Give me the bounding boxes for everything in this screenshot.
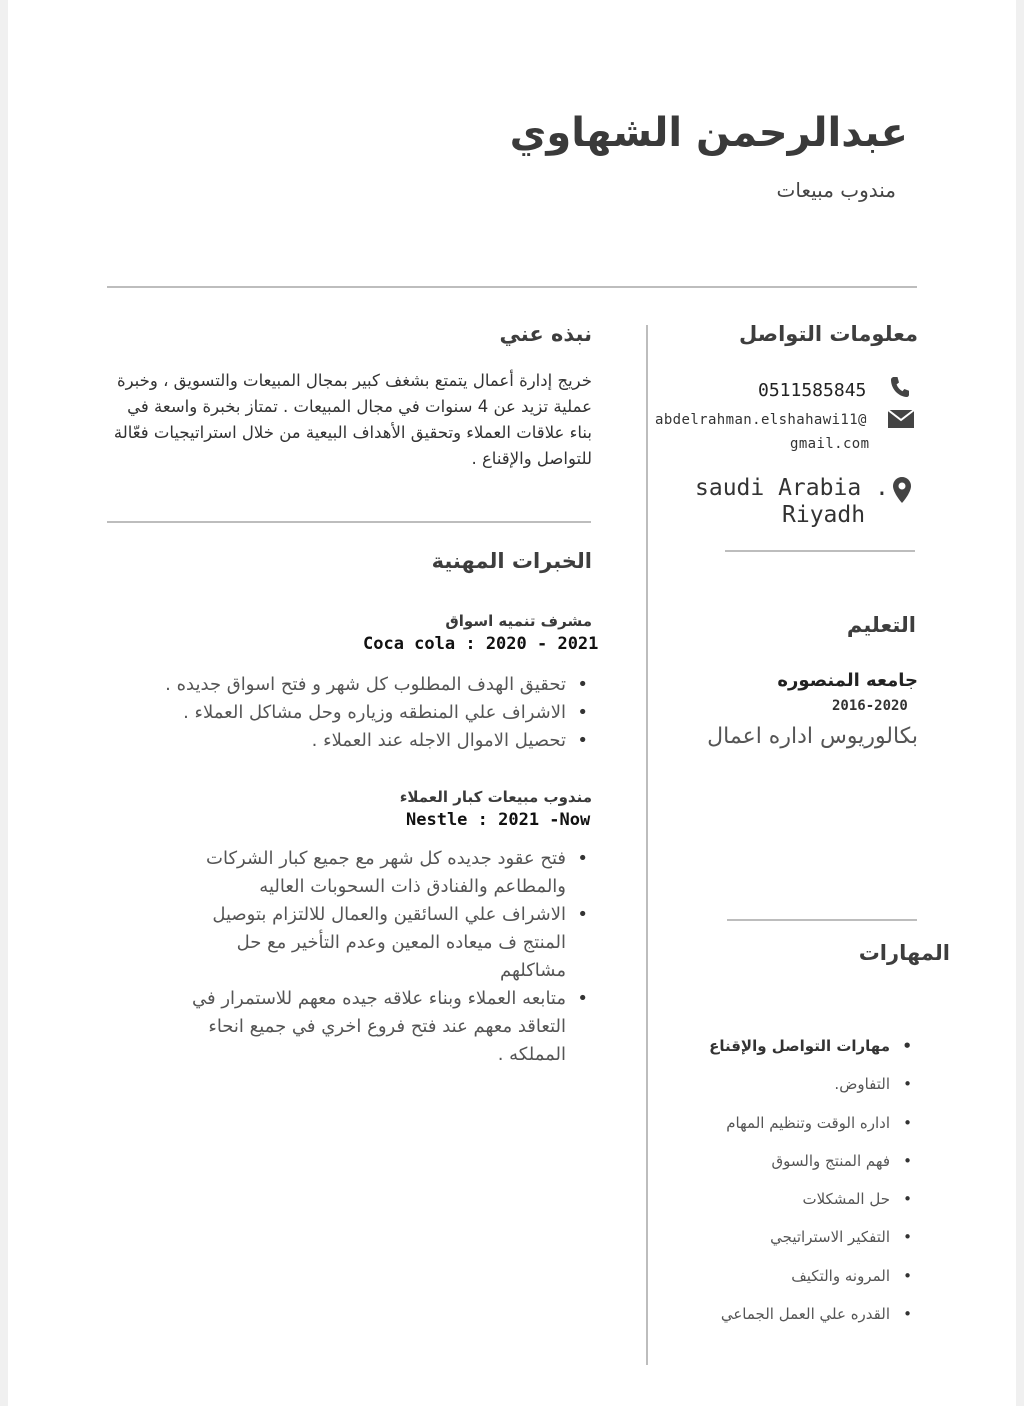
job-title: مندوب مبيعات xyxy=(776,178,896,202)
education-heading: التعليم xyxy=(846,613,916,637)
education-years: 2016-2020 xyxy=(832,698,908,714)
skill-item: • مهارات التواصل والإقناع xyxy=(616,1036,916,1056)
resume-page xyxy=(8,0,1016,1406)
contact-divider xyxy=(725,550,915,552)
skill-item: • حل المشكلات xyxy=(616,1189,916,1209)
university-name: جامعه المنصوره xyxy=(777,670,918,691)
email-line-2: gmail.com xyxy=(790,436,870,452)
skill-item: • المرونه والتكيف xyxy=(616,1266,916,1286)
skill-item: • القدره علي العمل الجماعي xyxy=(616,1304,916,1324)
skill-item: • التفكير الاستراتيجي xyxy=(616,1227,916,1247)
mail-icon xyxy=(886,408,916,430)
phone-icon xyxy=(888,374,912,400)
duty-item: • الاشراف علي السائقين والعمال للالتزام بتوصيل المنتج ف ميعاده المعين وعدم التأخير مع حل مشاكلهم xyxy=(172,901,592,985)
job-1-duties xyxy=(112,671,592,755)
skill-item: • اداره الوقت وتنظيم المهام xyxy=(616,1113,916,1133)
job-1-company: Coca cola : 2020 - 2021 xyxy=(363,634,599,654)
job-1-title: مشرف تنميه اسواق xyxy=(445,612,592,630)
email-line-1: abdelrahman.elshahawi11@ xyxy=(655,412,867,428)
duty-item: • فتح عقود جديده كل شهر مع جميع كبار الشركات والمطاعم والفنادق ذات السحوبات العاليه xyxy=(172,845,592,901)
contact-heading: معلومات التواصل xyxy=(739,322,918,346)
phone-number: 0511585845 xyxy=(758,380,867,401)
duty-item: • الاشراف علي المنطقه وزياره وحل مشاكل العملاء . xyxy=(112,699,592,727)
experience-heading: الخبرات المهنية xyxy=(431,549,592,573)
education-divider xyxy=(727,919,917,921)
degree: بكالوريوس اداره اعمال xyxy=(707,724,918,749)
location-pin-icon xyxy=(890,475,914,505)
person-name: عبدالرحمن الشهاوي xyxy=(509,110,908,156)
skill-item: • فهم المنتج والسوق xyxy=(616,1151,916,1171)
skill-item: • التفاوض. xyxy=(616,1074,916,1094)
duty-item: • متابعه العملاء وبناء علاقه جيده معهم للاستمرار في التعاقد معهم عند فتح فروع اخري في جميع انحاء المملكه . xyxy=(172,985,592,1069)
header-divider xyxy=(107,286,917,288)
duty-item: • تحصيل الاموال الاجله عند العملاء . xyxy=(112,727,592,755)
skills-list xyxy=(616,1036,916,1342)
about-heading: نبذه عني xyxy=(499,322,592,346)
duty-item: • تحقيق الهدف المطلوب كل شهر و فتح اسواق جديده . xyxy=(112,671,592,699)
skills-heading: المهارات xyxy=(858,941,950,965)
job-2-title: مندوب مبيعات كبار العملاء xyxy=(399,788,592,806)
job-2-company: Nestle : 2021 -Now xyxy=(406,810,591,830)
about-divider xyxy=(107,521,591,523)
location-line-1: saudi Arabia . xyxy=(695,475,889,501)
location-line-2: Riyadh xyxy=(782,502,866,528)
job-2-duties xyxy=(172,845,592,1069)
about-text: خريج إدارة أعمال يتمتع بشغف كبير بمجال المبيعات والتسويق ، وخبرة عملية تزيد عن 4 سنوات في مجال المبيعات . تمتاز بخبرة واسعة في بناء علاقات العملاء وتحقيق الأهداف البيعية من خلال استراتيجيات فعّالة للتواصل والإقناع . xyxy=(113,371,592,468)
